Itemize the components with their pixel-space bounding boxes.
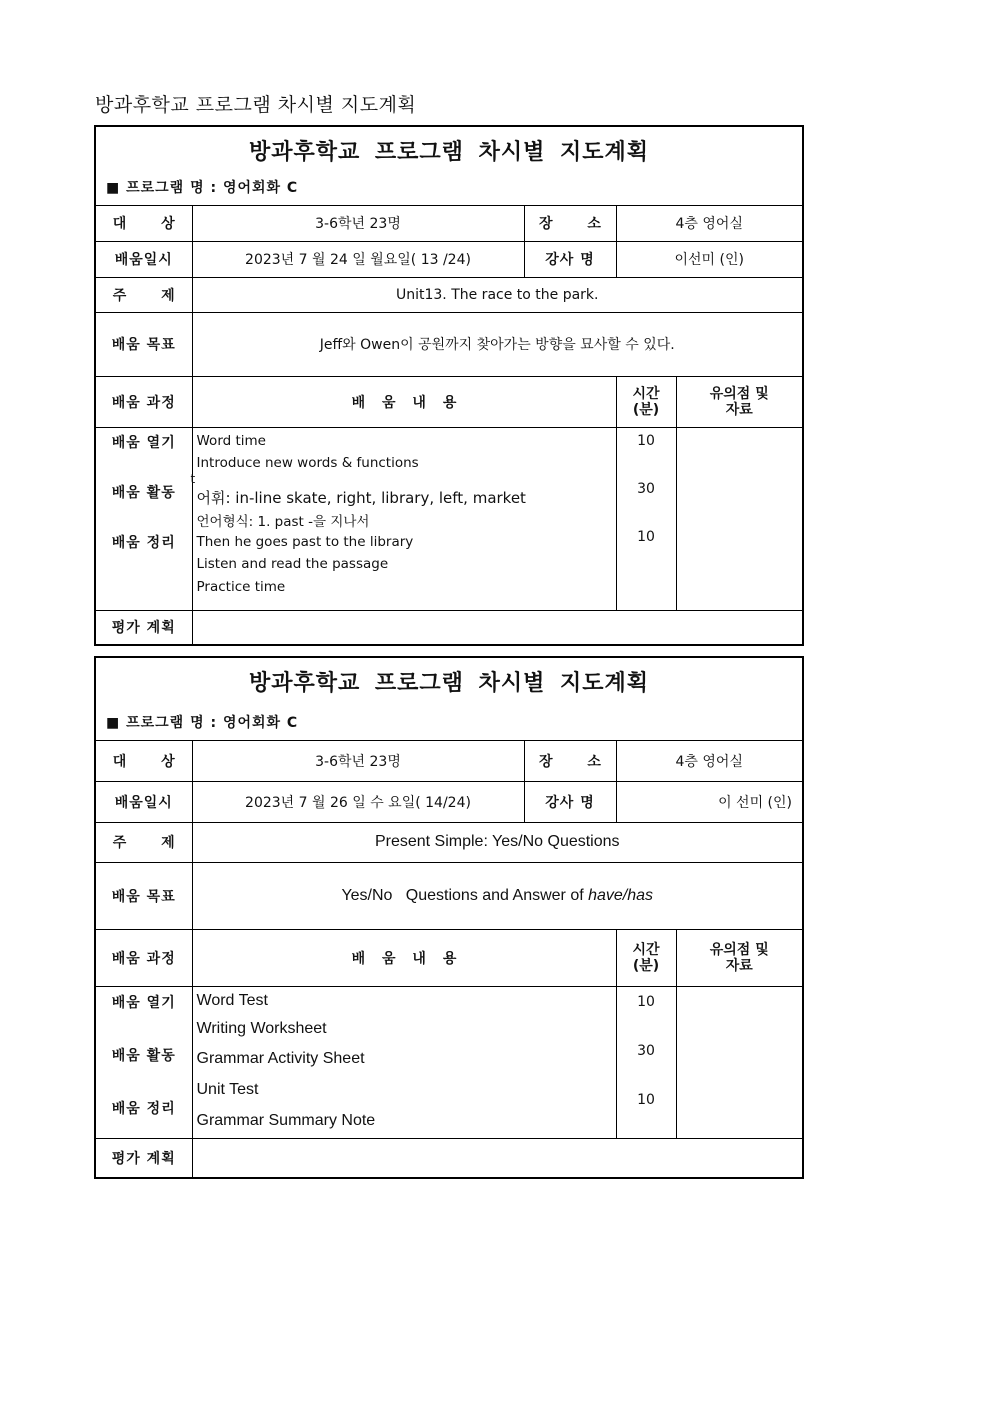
notes-header	[676, 929, 802, 986]
notes-header	[676, 376, 802, 427]
time-header	[616, 929, 676, 986]
target-value: 3-6학년 23명	[192, 206, 524, 241]
time-header-unit: (분)	[632, 957, 660, 974]
topic-value: Present Simple: Yes/No Questions	[192, 822, 802, 862]
eval-value	[192, 1138, 802, 1177]
goal-text: Yes/No Questions and Answer of	[341, 886, 589, 904]
content-cell	[192, 986, 616, 1138]
process-label: 배움 과정	[96, 929, 192, 986]
instructor-value: 이선미 (인)	[616, 241, 802, 277]
content-line: t	[190, 471, 196, 486]
target-value: 3-6학년 23명	[192, 741, 524, 781]
stage-activity: 배움 활동	[111, 1047, 176, 1064]
plan-title: 방과후학교 프로그램 차시별 지도계획	[248, 670, 649, 696]
place-label: 장 소	[524, 206, 616, 241]
time-value: 10	[637, 432, 655, 449]
plan-table	[96, 741, 802, 1177]
content-line: Practice time	[196, 578, 286, 595]
lesson-plan-2	[94, 656, 804, 1179]
time-header-line: 시간	[632, 385, 660, 402]
target-label: 대 상	[96, 206, 192, 241]
lesson-plan-1	[94, 125, 804, 646]
content-header: 배 움 내 용	[192, 376, 616, 427]
notes-header-line: 유의점 및	[709, 385, 769, 402]
content-line: Writing Worksheet	[196, 1019, 327, 1037]
instructor-label: 강사 명	[524, 781, 616, 822]
date-value: 2023년 7 월 24 일 월요일( 13 /24)	[192, 241, 524, 277]
stage-open: 배움 열기	[111, 994, 176, 1011]
eval-label: 평가 계획	[96, 610, 192, 644]
goal-value: Jeff와 Owen이 공원까지 찾아가는 방향을 묘사할 수 있다.	[192, 312, 802, 376]
stage-column	[96, 427, 192, 610]
content-line: Listen and read the passage	[196, 555, 389, 572]
content-cell	[192, 427, 616, 610]
topic-label: 주 제	[96, 822, 192, 862]
eval-label: 평가 계획	[96, 1138, 192, 1177]
date-label: 배움일시	[96, 781, 192, 822]
stage-activity: 배움 활동	[111, 484, 176, 501]
content-line: Grammar Summary Note	[196, 1111, 376, 1129]
plan-table	[96, 206, 802, 644]
plan-header	[96, 658, 802, 741]
time-column	[616, 986, 676, 1138]
time-header-unit: (분)	[632, 401, 660, 418]
plan-title: 방과후학교 프로그램 차시별 지도계획	[248, 139, 649, 165]
process-label: 배움 과정	[96, 376, 192, 427]
time-value: 10	[637, 993, 655, 1010]
content-line: Introduce new words & functions	[196, 454, 419, 471]
stage-column	[96, 986, 192, 1138]
place-value: 4층 영어실	[616, 206, 802, 241]
content-line: Grammar Activity Sheet	[196, 1049, 365, 1067]
content-line: Then he goes past to the library	[196, 533, 414, 550]
time-value: 30	[637, 1042, 655, 1059]
plan-header	[96, 127, 802, 206]
target-label: 대 상	[96, 741, 192, 781]
program-name: ■ 프로그램 명 : 영어회화 C	[106, 715, 299, 731]
notes-header-line: 유의점 및	[709, 941, 769, 958]
notes-header-sub: 자료	[725, 957, 753, 974]
content-line: 어휘: in-line skate, right, library, left, market	[196, 488, 526, 507]
time-header-line: 시간	[632, 941, 660, 958]
content-line: Unit Test	[196, 1080, 259, 1098]
date-value: 2023년 7 월 26 일 수 요일( 14/24)	[192, 781, 524, 822]
document-heading: 방과후학교 프로그램 차시별 지도계획	[95, 94, 417, 116]
time-header	[616, 376, 676, 427]
instructor-value: 이 선미 (인)	[616, 781, 802, 822]
goal-label: 배움 목표	[96, 312, 192, 376]
content-line: 언어형식: 1. past -을 지나서	[196, 513, 370, 530]
goal-label: 배움 목표	[96, 862, 192, 929]
stage-wrapup: 배움 정리	[111, 1100, 176, 1117]
topic-label: 주 제	[96, 277, 192, 312]
goal-italic-text: have/has	[588, 886, 654, 904]
stage-wrapup: 배움 정리	[111, 534, 176, 551]
time-value: 10	[637, 528, 655, 545]
time-value: 10	[637, 1091, 655, 1108]
notes-cell	[676, 986, 802, 1138]
place-label: 장 소	[524, 741, 616, 781]
notes-header-sub: 자료	[725, 401, 753, 418]
content-line: Word Test	[196, 991, 268, 1009]
date-label: 배움일시	[96, 241, 192, 277]
topic-value: Unit13. The race to the park.	[192, 277, 802, 312]
time-value: 30	[637, 480, 655, 497]
goal-value	[192, 862, 802, 929]
content-line: Word time	[196, 432, 266, 449]
instructor-label: 강사 명	[524, 241, 616, 277]
notes-cell	[676, 427, 802, 610]
time-column	[616, 427, 676, 610]
place-value: 4층 영어실	[616, 741, 802, 781]
stage-open: 배움 열기	[111, 434, 176, 451]
content-header: 배 움 내 용	[192, 929, 616, 986]
program-name: ■ 프로그램 명 : 영어회화 C	[106, 180, 299, 196]
eval-value	[192, 610, 802, 644]
